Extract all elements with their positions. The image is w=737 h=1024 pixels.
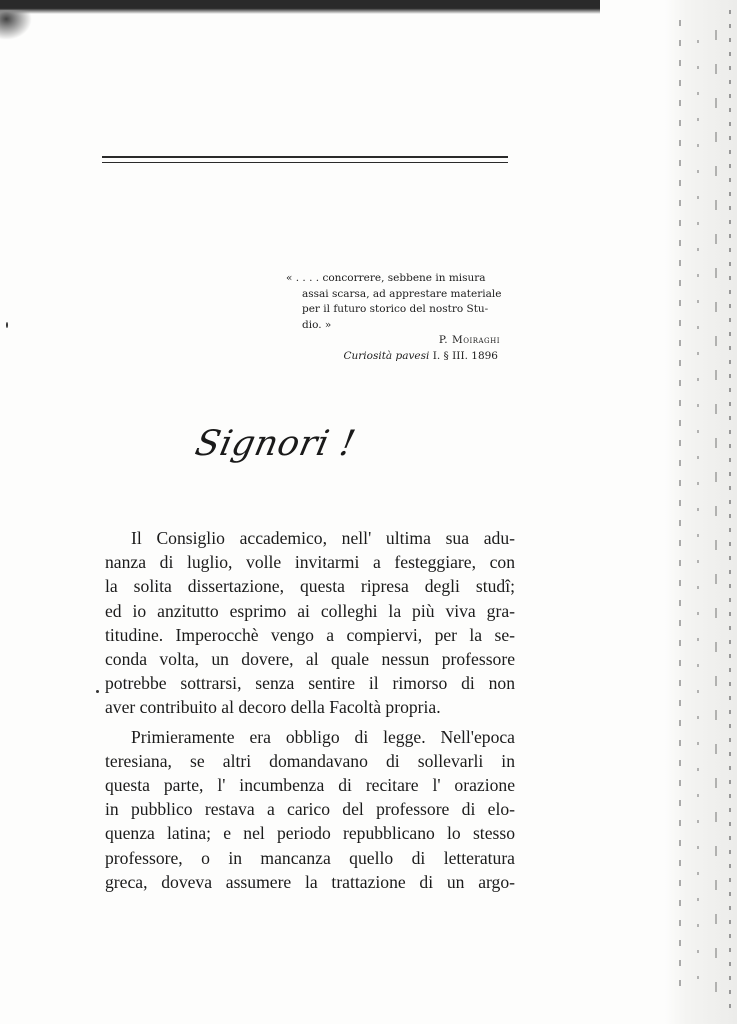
header-rule-thick — [102, 156, 508, 158]
epigraph-source — [286, 349, 510, 365]
paragraph — [105, 725, 515, 894]
scan-right-margin — [665, 0, 737, 1024]
text-line: Il Consiglio accademico, nell' ultima sua adu- — [131, 528, 515, 548]
scan-speck — [96, 690, 99, 693]
body-text — [105, 526, 515, 894]
scan-margin-streak — [679, 20, 681, 1000]
text-line: conda volta, un dovere, al quale nessun professore — [105, 649, 515, 670]
scan-speck — [6, 322, 8, 328]
text-line: potrebbe sottrarsi, senza sentire il rimorso di non — [105, 673, 515, 694]
header-rule-thin — [102, 162, 508, 163]
scan-margin-streak — [729, 10, 731, 1010]
paragraph — [105, 526, 515, 720]
text-line: greca, doveva assumere la trattazione di un argo- — [105, 871, 515, 892]
text-line: in pubblico restava a carico del professore di elo- — [105, 799, 515, 820]
text-line: quenza latina; e nel periodo repubblicano lo stesso — [105, 823, 515, 844]
scan-margin-streak — [697, 40, 699, 1000]
scan-corner-blot — [0, 10, 32, 40]
text-line: Primieramente era obbligo di legge. Nell'epoca — [131, 726, 515, 747]
text-line: ed io anzitutto esprimo ai colleghi la più viva gra- — [105, 600, 515, 621]
epigraph-source-title: Curiosità pavesi — [343, 349, 430, 362]
epigraph — [286, 271, 510, 364]
epigraph-source-ref: I. § III. 1896 — [432, 349, 498, 362]
text-line: nanza di luglio, volle invitarmi a festeggiare, con — [105, 552, 515, 573]
epigraph-line: assai scarsa, ad apprestare materiale — [302, 287, 502, 300]
text-line: professore, o in mancanza quello di letteratura — [105, 847, 515, 868]
epigraph-line: « . . . . concorrere, sebbene in misura — [286, 272, 486, 284]
text-line: titudine. Imperocchè vengo a compiervi, per la se- — [105, 624, 515, 645]
text-line: teresiana, se altri domandavano di sollevarli in — [105, 750, 515, 771]
epigraph-author: P. Moiraghi — [438, 334, 500, 346]
text-line: questa parte, l' incumbenza di recitare l' orazione — [105, 775, 515, 796]
epigraph-line: dio. » — [302, 318, 332, 331]
epigraph-line: per il futuro storico del nostro Stu- — [302, 303, 489, 315]
salutation-heading: Signori ! — [191, 424, 360, 464]
scan-top-edge — [0, 0, 600, 14]
text-line: la solita dissertazione, questa ripresa degli studî; — [105, 576, 515, 597]
scan-margin-streak — [715, 30, 717, 1000]
text-line: aver contribuito al decoro della Facoltà propria. — [105, 697, 441, 718]
